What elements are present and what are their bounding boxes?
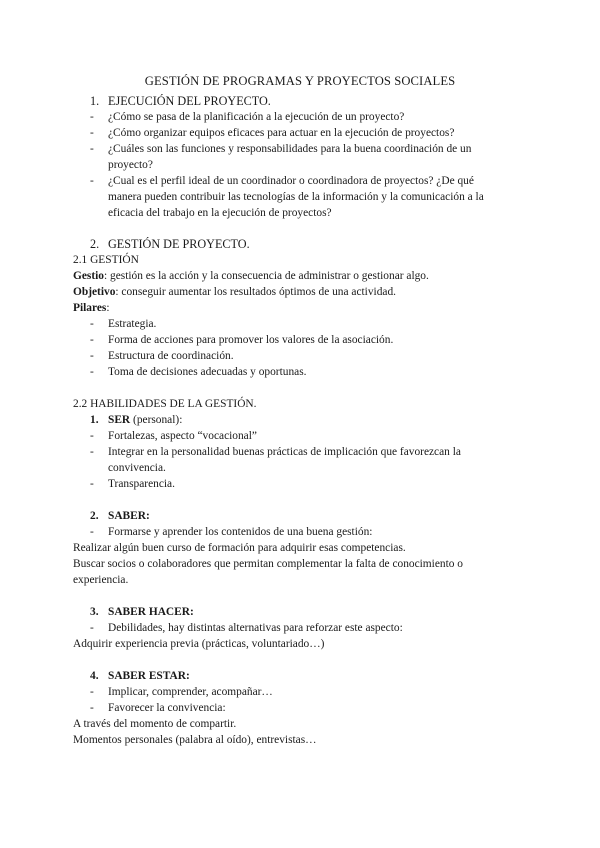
- objetivo-text: : conseguir aumentar los resultados óptimos de una actividad.: [115, 286, 396, 298]
- objetivo-definition: [73, 285, 396, 301]
- pilar-item: Estrategia.: [108, 318, 157, 330]
- skill-name: SABER HACER:: [108, 606, 194, 618]
- skill-note: Realizar algún buen curso de formación para adquirir esas competencias.: [73, 542, 406, 554]
- skill-name: SABER ESTAR:: [108, 670, 190, 682]
- bullet-dash: -: [90, 430, 94, 442]
- skill-item: Integrar en la personalidad buenas prácticas de implicación que favorezcan la convivencia.: [108, 446, 461, 474]
- skill-item: Debilidades, hay distintas alternativas para reforzar este aspecto:: [108, 622, 403, 634]
- skill-number: 1.: [90, 414, 99, 426]
- question-item: ¿Cómo organizar equipos eficaces para actuar en la ejecución de proyectos?: [108, 127, 455, 139]
- pilares-heading: [73, 301, 110, 317]
- pilar-item: Toma de decisiones adecuadas y oportunas.: [108, 366, 307, 378]
- bullet-dash: -: [90, 350, 94, 362]
- section-1-number: 1.: [90, 94, 100, 108]
- bullet-dash: -: [90, 622, 94, 634]
- subsection-2-1-heading: 2.1 GESTIÓN: [73, 254, 139, 266]
- section-2-heading: GESTIÓN DE PROYECTO.: [108, 237, 250, 251]
- section-1-heading: EJECUCIÓN DEL PROYECTO.: [108, 94, 271, 108]
- skill-note: Adquirir experiencia previa (prácticas, voluntariado…): [73, 638, 325, 650]
- bullet-dash: -: [90, 334, 94, 346]
- question-item: ¿Cómo se pasa de la planificación a la ejecución de un proyecto?: [108, 111, 405, 123]
- skill-item: Implicar, comprender, acompañar…: [108, 686, 273, 698]
- skill-item: Transparencia.: [108, 478, 175, 490]
- question-item: ¿Cuáles son las funciones y responsabilidades para la buena coordinación de un proyecto?: [108, 143, 472, 171]
- gestion-text: : gestión es la acción y la consecuencia de administrar o gestionar algo.: [104, 270, 429, 282]
- pilar-item: Estructura de coordinación.: [108, 350, 234, 362]
- objetivo-label: Objetivo: [73, 286, 116, 298]
- skill-note: A través del momento de compartir.: [73, 718, 237, 730]
- bullet-dash: -: [90, 478, 94, 490]
- skill-note: Buscar socios o colaboradores que permitan complementar la falta de conocimiento o experiencia.: [73, 558, 463, 586]
- bullet-dash: -: [90, 318, 94, 330]
- skill-item: Fortalezas, aspecto “vocacional”: [108, 430, 257, 442]
- document-title: GESTIÓN DE PROGRAMAS Y PROYECTOS SOCIALES: [144, 74, 456, 88]
- skill-note: Momentos personales (palabra al oído), entrevistas…: [73, 734, 317, 746]
- pilares-label: Pilares: [73, 302, 107, 314]
- bullet-dash: -: [90, 111, 94, 123]
- subsection-2-2-heading: 2.2 HABILIDADES DE LA GESTIÓN.: [73, 398, 257, 410]
- skill-heading: [108, 413, 182, 429]
- gestion-definition: [73, 269, 429, 285]
- skill-number: 2.: [90, 510, 99, 522]
- section-2-number: 2.: [90, 237, 100, 251]
- pilares-colon: :: [106, 302, 110, 314]
- skill-item: Favorecer la convivencia:: [108, 702, 226, 714]
- skill-number: 4.: [90, 670, 99, 682]
- skill-suffix: (personal):: [130, 414, 183, 426]
- bullet-dash: -: [90, 446, 94, 458]
- skill-item: Formarse y aprender los contenidos de una buena gestión:: [108, 526, 373, 538]
- bullet-dash: -: [90, 526, 94, 538]
- skill-number: 3.: [90, 606, 99, 618]
- gestion-label: Gestio: [73, 270, 105, 282]
- bullet-dash: -: [90, 702, 94, 714]
- bullet-dash: -: [90, 366, 94, 378]
- pilar-item: Forma de acciones para promover los valores de la asociación.: [108, 334, 394, 346]
- question-item: ¿Cual es el perfil ideal de un coordinador o coordinadora de proyectos? ¿De qué manera pueden contribuir las tecnologías de la información y la comunicación a la eficacia del trabajo en la ejecución de proyectos?: [108, 175, 484, 219]
- bullet-dash: -: [90, 686, 94, 698]
- skill-name: SABER:: [108, 510, 150, 522]
- bullet-dash: -: [90, 143, 94, 155]
- bullet-dash: -: [90, 175, 94, 187]
- bullet-dash: -: [90, 127, 94, 139]
- skill-name: SER: [108, 414, 131, 426]
